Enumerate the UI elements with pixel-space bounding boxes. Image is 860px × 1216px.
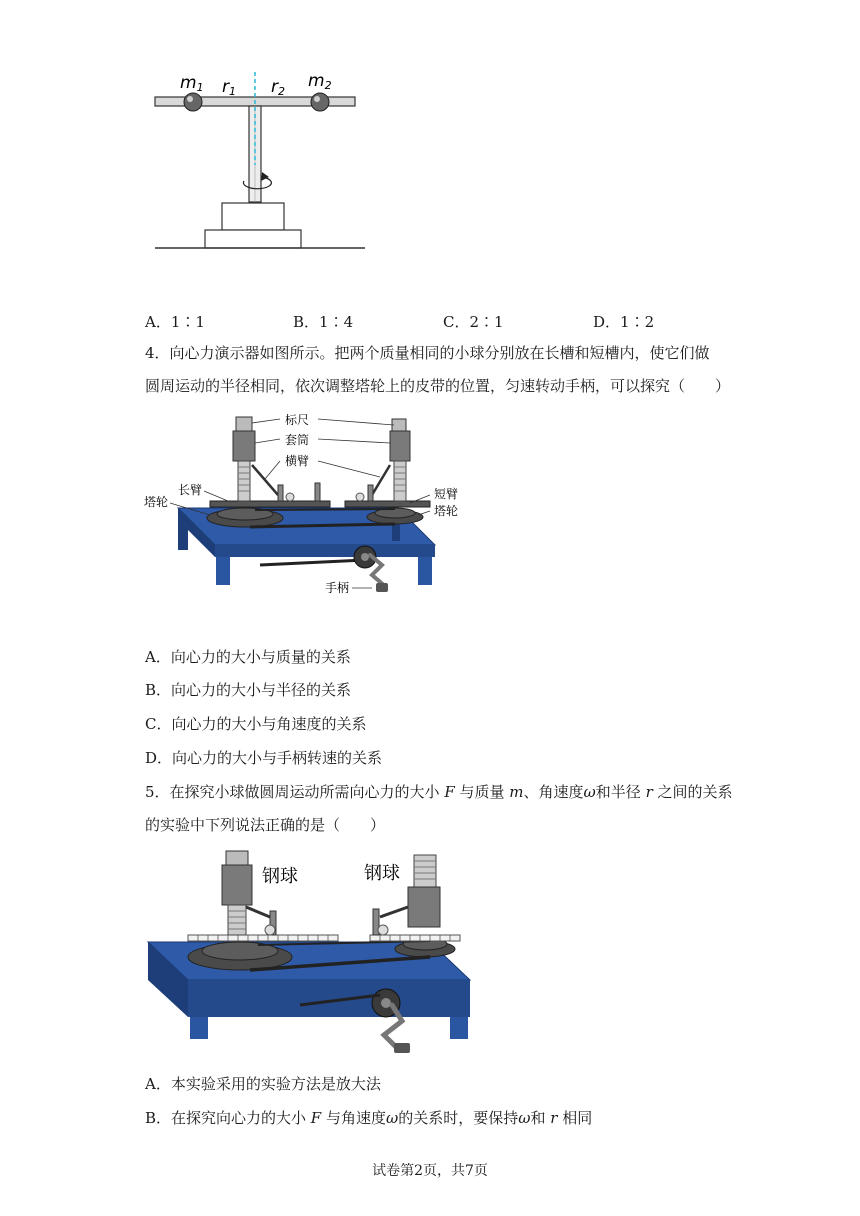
r1-label: r1 [222,77,236,98]
m2-label: m2 [308,71,332,92]
q3-option-d: D．1∶2 [593,313,655,331]
rotating-rod-figure [140,60,380,260]
label-steel-ball-right: 钢球 [364,863,400,884]
q5-option-b: B．在探究向心力的大小 F 与角速度ω的关系时，要保持ω和 r 相同 [145,1109,593,1127]
label-pulley-right: 塔轮 [434,504,459,518]
label-short-arm: 短臂 [434,487,459,501]
q4-stem-line1: 4．向心力演示器如图所示。把两个质量相同的小球分别放在长槽和短槽内，使它们做 [145,344,710,362]
q3-option-c: C．2∶1 [443,313,504,331]
q3-option-b: B．1∶4 [293,313,354,331]
label-ruler: 标尺 [285,413,310,427]
q4-stem-line2: 圆周运动的半径相同，依次调整塔轮上的皮带的位置，匀速转动手柄，可以探究（ ） [145,377,731,395]
label-steel-ball-left: 钢球 [262,866,298,887]
label-long-arm: 长臂 [178,483,203,497]
q5-option-a: A．本实验采用的实验方法是放大法 [145,1075,381,1093]
page-footer: 试卷第2页，共7页 [372,1163,488,1179]
q4-option-d: D．向心力的大小与手柄转速的关系 [145,749,383,767]
q5-stem-line2: 的实验中下列说法正确的是（ ） [145,816,386,834]
q5-stem-line1: 5．在探究小球做圆周运动所需向心力的大小 F 与质量 m、角速度ω和半径 r 之间的关系 [145,783,733,801]
label-crossarm: 横臂 [285,454,310,468]
label-pulley-left: 塔轮 [144,495,169,509]
label-handle: 手柄 [325,581,350,595]
q4-option-a: A．向心力的大小与质量的关系 [145,648,351,666]
m1-label: m1 [180,73,204,94]
q3-option-a: A．1∶1 [145,313,205,331]
steel-ball-demonstrator-figure [140,845,475,1060]
r2-label: r2 [271,77,285,98]
label-sleeve: 套筒 [285,433,310,447]
centripetal-demonstrator-figure [140,405,480,600]
q4-option-c: C．向心力的大小与角速度的关系 [145,715,367,733]
q4-option-b: B．向心力的大小与半径的关系 [145,681,352,699]
